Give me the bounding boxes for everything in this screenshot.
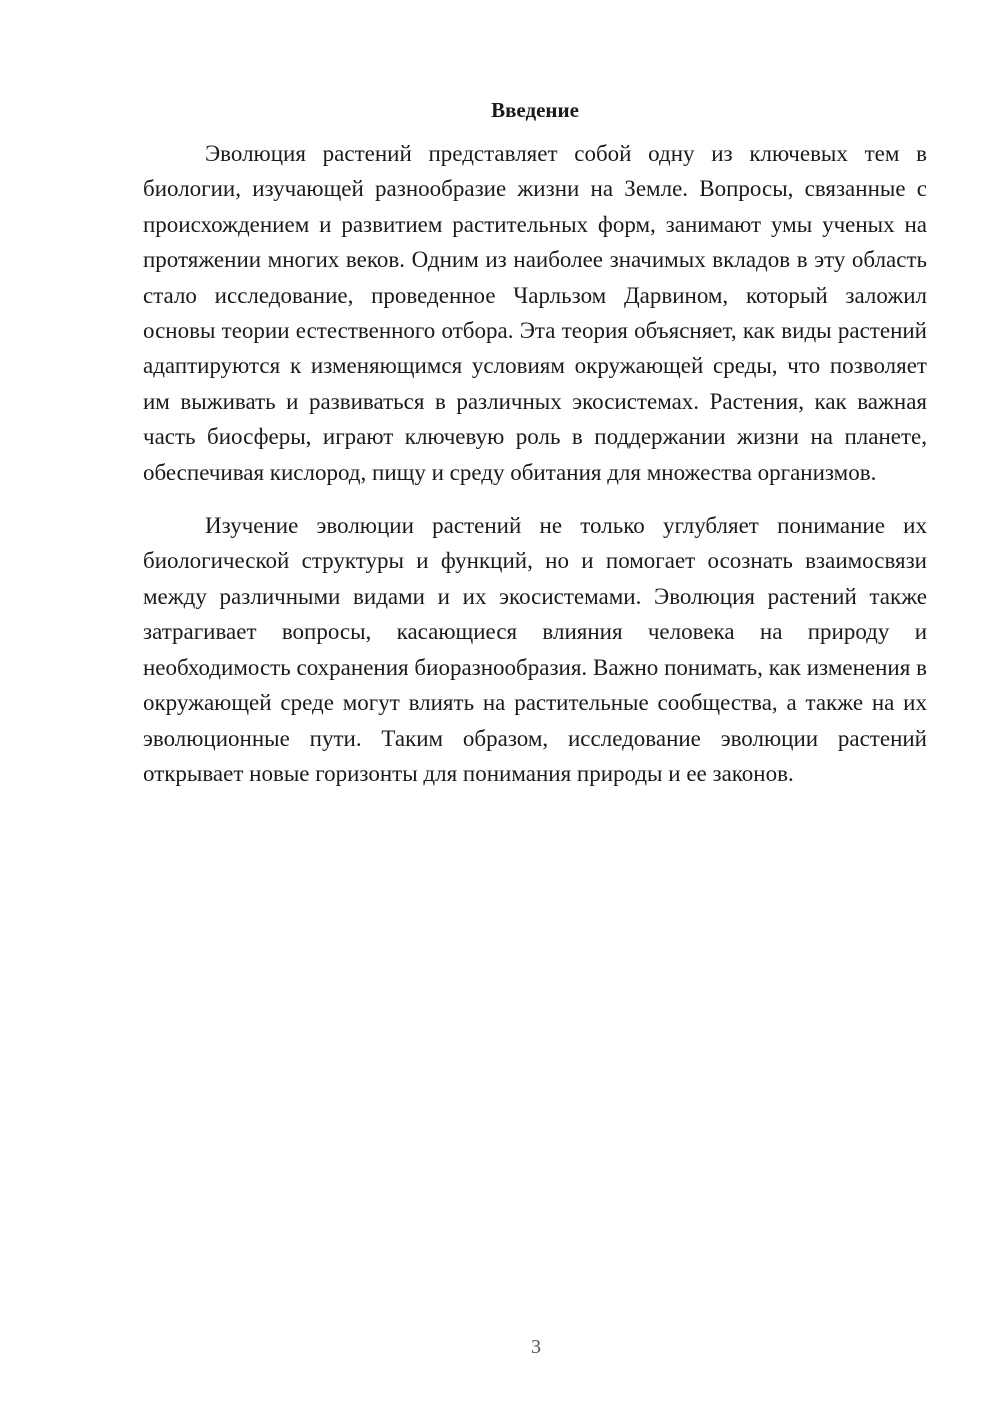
paragraph-1: Эволюция растений представляет собой одну из ключевых тем в биологии, изучающей разнообразие жизни на Земле. Вопросы, связанные с происхождением и развитием растительных форм, занимают умы ученых на протяжении многих веков. Одним из наиболее значимых вкладов в эту область стало исследование, проведенное Чарльзом Дарвином, который заложил основы теории естественного отбора. Эта теория объясняет, как виды растений адаптируются к изменяющимся условиям окружающей среды, что позволяет им выживать и развиваться в различных экосистемах. Растения, как важная часть биосферы, играют ключевую роль в поддержании жизни на планете, обеспечивая кислород, пищу и среду обитания для множества организмов. [143, 141, 927, 485]
page-content [143, 95, 927, 791]
section-title: Введение [491, 98, 579, 122]
paragraph-2: Изучение эволюции растений не только углубляет понимание их биологической структуры и функций, но и помогает осознать взаимосвязи между различными видами и их экосистемами. Эволюция растений также затрагивает вопросы, касающиеся влияния человека на природу и необходимость сохранения биоразнообразия. Важно понимать, как изменения в окружающей среде могут влиять на растительные сообщества, а также на их эволюционные пути. Таким образом, исследование эволюции растений открывает новые горизонты для понимания природы и ее законов. [143, 513, 927, 786]
page-number: 3 [531, 1336, 541, 1358]
